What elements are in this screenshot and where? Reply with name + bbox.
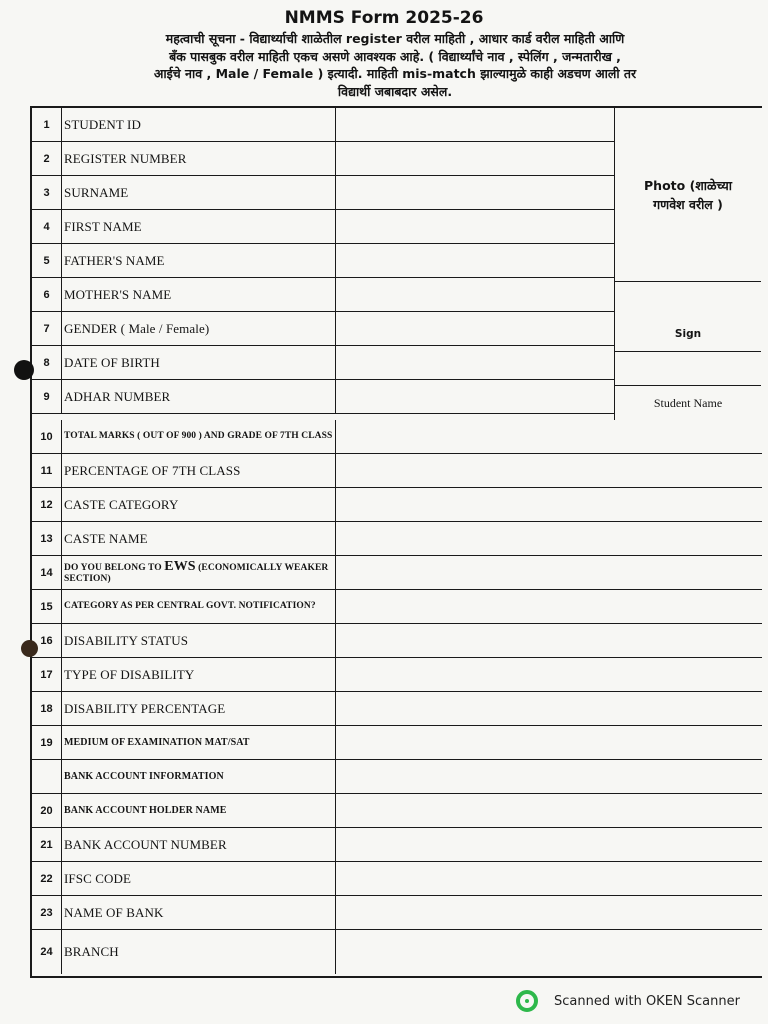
surname-field[interactable]	[336, 176, 614, 209]
field-label: MEDIUM OF EXAMINATION MAT/SAT	[62, 726, 336, 759]
form-row-account-number	[32, 828, 762, 862]
ifsc-field[interactable]	[336, 862, 762, 895]
form-row-total-marks	[32, 420, 762, 454]
row-number: 23	[32, 896, 62, 929]
row-number	[32, 760, 62, 793]
field-label: GENDER ( Male / Female)	[62, 312, 336, 345]
total-marks-field[interactable]	[336, 420, 762, 453]
branch-field[interactable]	[336, 930, 762, 974]
divider	[615, 351, 761, 352]
mother-name-field[interactable]	[336, 278, 614, 311]
form-row-bank-section	[32, 760, 762, 794]
field-label: IFSC CODE	[62, 862, 336, 895]
notice-line: विद्यार्थी जबाबदार असेल.	[337, 83, 453, 99]
account-number-field[interactable]	[336, 828, 762, 861]
form-row-exam-medium	[32, 726, 762, 760]
form-row-ifsc	[32, 862, 762, 896]
field-label: BANK ACCOUNT NUMBER	[62, 828, 336, 861]
form-title: NMMS Form 2025-26	[284, 8, 484, 28]
row-number: 17	[32, 658, 62, 691]
scanner-watermark	[516, 990, 740, 1012]
row-number: 19	[32, 726, 62, 759]
form-row-caste-category	[32, 488, 762, 522]
field-label: DATE OF BIRTH	[62, 346, 336, 379]
ews-label-prefix: DO YOU BELONG TO	[64, 562, 165, 573]
central-category-field[interactable]	[336, 590, 762, 623]
field-label: BRANCH	[62, 930, 336, 974]
field-label: REGISTER NUMBER	[62, 142, 336, 175]
row-number: 13	[32, 522, 62, 555]
signature-box[interactable]	[615, 282, 761, 386]
row-number: 6	[32, 278, 62, 311]
scanner-logo-icon	[516, 990, 538, 1012]
row-number: 20	[32, 794, 62, 827]
bank-name-field[interactable]	[336, 896, 762, 929]
row-number: 7	[32, 312, 62, 345]
form-row-caste-name	[32, 522, 762, 556]
row-number: 8	[32, 346, 62, 379]
form-row-disability-status	[32, 624, 762, 658]
row-number: 11	[32, 454, 62, 487]
field-label: TOTAL MARKS ( OUT OF 900 ) AND GRADE OF 7TH CLASS	[62, 420, 336, 453]
disability-percentage-field[interactable]	[336, 692, 762, 725]
field-label: CATEGORY AS PER CENTRAL GOVT. NOTIFICATION?	[62, 590, 336, 623]
form-row-percentage	[32, 454, 762, 488]
register-number-field[interactable]	[336, 142, 614, 175]
field-label: TYPE OF DISABILITY	[62, 658, 336, 691]
form-row-father-name	[32, 244, 614, 278]
form-row-bank-name	[32, 896, 762, 930]
photo-sign-column	[614, 108, 762, 420]
form-row-first-name	[32, 210, 614, 244]
form-row-register-number	[32, 142, 614, 176]
notice-line: आईचे नाव , Male / Female ) इत्यादी. माहिती mis-match झाल्यामुळे काही अडचण आली तर	[153, 66, 637, 81]
row-number: 9	[32, 380, 62, 413]
row-number: 1	[32, 108, 62, 141]
disability-type-field[interactable]	[336, 658, 762, 691]
form-row-adhar-number	[32, 380, 614, 414]
field-label: CASTE NAME	[62, 522, 336, 555]
percentage-field[interactable]	[336, 454, 762, 487]
form-row-ews	[32, 556, 762, 590]
ews-label-emphasis: EWS	[164, 558, 196, 574]
field-label: FATHER'S NAME	[62, 244, 336, 277]
sign-label: Sign	[674, 328, 702, 340]
scanner-text: Scanned with OKEN Scanner	[554, 993, 740, 1009]
field-label: ADHAR NUMBER	[62, 380, 336, 413]
form-row-central-category	[32, 590, 762, 624]
field-label: NAME OF BANK	[62, 896, 336, 929]
disability-status-field[interactable]	[336, 624, 762, 657]
ews-field[interactable]	[336, 556, 762, 589]
field-label: STUDENT ID	[62, 108, 336, 141]
date-of-birth-field[interactable]	[336, 346, 614, 379]
row-number: 4	[32, 210, 62, 243]
notice-line: बँक पासबुक वरील माहिती एकच असणे आवश्यक आहे. ( विद्यार्थ्यांचे नाव , स्पेलिंग , जन्मतारीख ,	[169, 48, 621, 64]
adhar-number-field[interactable]	[336, 380, 614, 413]
row-number: 15	[32, 590, 62, 623]
row-number: 5	[32, 244, 62, 277]
row-number: 3	[32, 176, 62, 209]
section-heading: BANK ACCOUNT INFORMATION	[62, 760, 336, 793]
ews-label-suffix: (ECONOMICALLY WEAKER SECTION)	[64, 562, 329, 584]
notice-line: महत्वाची सूचना - विद्यार्थ्याची शाळेतील register वरील माहिती , आधार कार्ड वरील माहिती आणि	[165, 31, 625, 46]
row-number: 18	[32, 692, 62, 725]
account-holder-field[interactable]	[336, 794, 762, 827]
first-name-field[interactable]	[336, 210, 614, 243]
form-row-account-holder	[32, 794, 762, 828]
punch-hole	[14, 360, 34, 380]
form-row-date-of-birth	[32, 346, 614, 380]
caste-name-field[interactable]	[336, 522, 762, 555]
exam-medium-field[interactable]	[336, 726, 762, 759]
form-row-disability-type	[32, 658, 762, 692]
field-label: MOTHER'S NAME	[62, 278, 336, 311]
field-label: SURNAME	[62, 176, 336, 209]
field-label	[62, 556, 336, 589]
form-row-gender	[32, 312, 614, 346]
row-number: 10	[32, 420, 62, 453]
student-id-field[interactable]	[336, 108, 614, 141]
form-row-surname	[32, 176, 614, 210]
student-name-label: Student Name	[653, 395, 723, 410]
row-number: 14	[32, 556, 62, 589]
row-number: 12	[32, 488, 62, 521]
row-number: 16	[32, 624, 62, 657]
photo-box[interactable]	[615, 108, 761, 282]
row-number: 22	[32, 862, 62, 895]
photo-label: गणवेश वरील )	[653, 196, 723, 212]
row-number: 24	[32, 930, 62, 974]
field-label: CASTE CATEGORY	[62, 488, 336, 521]
bank-section-blank	[336, 760, 762, 793]
field-label: DISABILITY PERCENTAGE	[62, 692, 336, 725]
form-row-student-id	[32, 108, 614, 142]
form-row-mother-name	[32, 278, 614, 312]
form-row-branch	[32, 930, 762, 974]
form-row-disability-percentage	[32, 692, 762, 726]
photo-label: Photo (शाळेच्या	[644, 177, 732, 193]
punch-hole	[21, 640, 38, 657]
student-form-table	[30, 106, 762, 978]
field-label: BANK ACCOUNT HOLDER NAME	[62, 794, 336, 827]
student-name-box	[615, 386, 761, 420]
field-label: DISABILITY STATUS	[62, 624, 336, 657]
row-number: 21	[32, 828, 62, 861]
instruction-notice	[50, 30, 740, 100]
gender-field[interactable]	[336, 312, 614, 345]
field-label: FIRST NAME	[62, 210, 336, 243]
caste-category-field[interactable]	[336, 488, 762, 521]
father-name-field[interactable]	[336, 244, 614, 277]
row-number: 2	[32, 142, 62, 175]
field-label: PERCENTAGE OF 7TH CLASS	[62, 454, 336, 487]
